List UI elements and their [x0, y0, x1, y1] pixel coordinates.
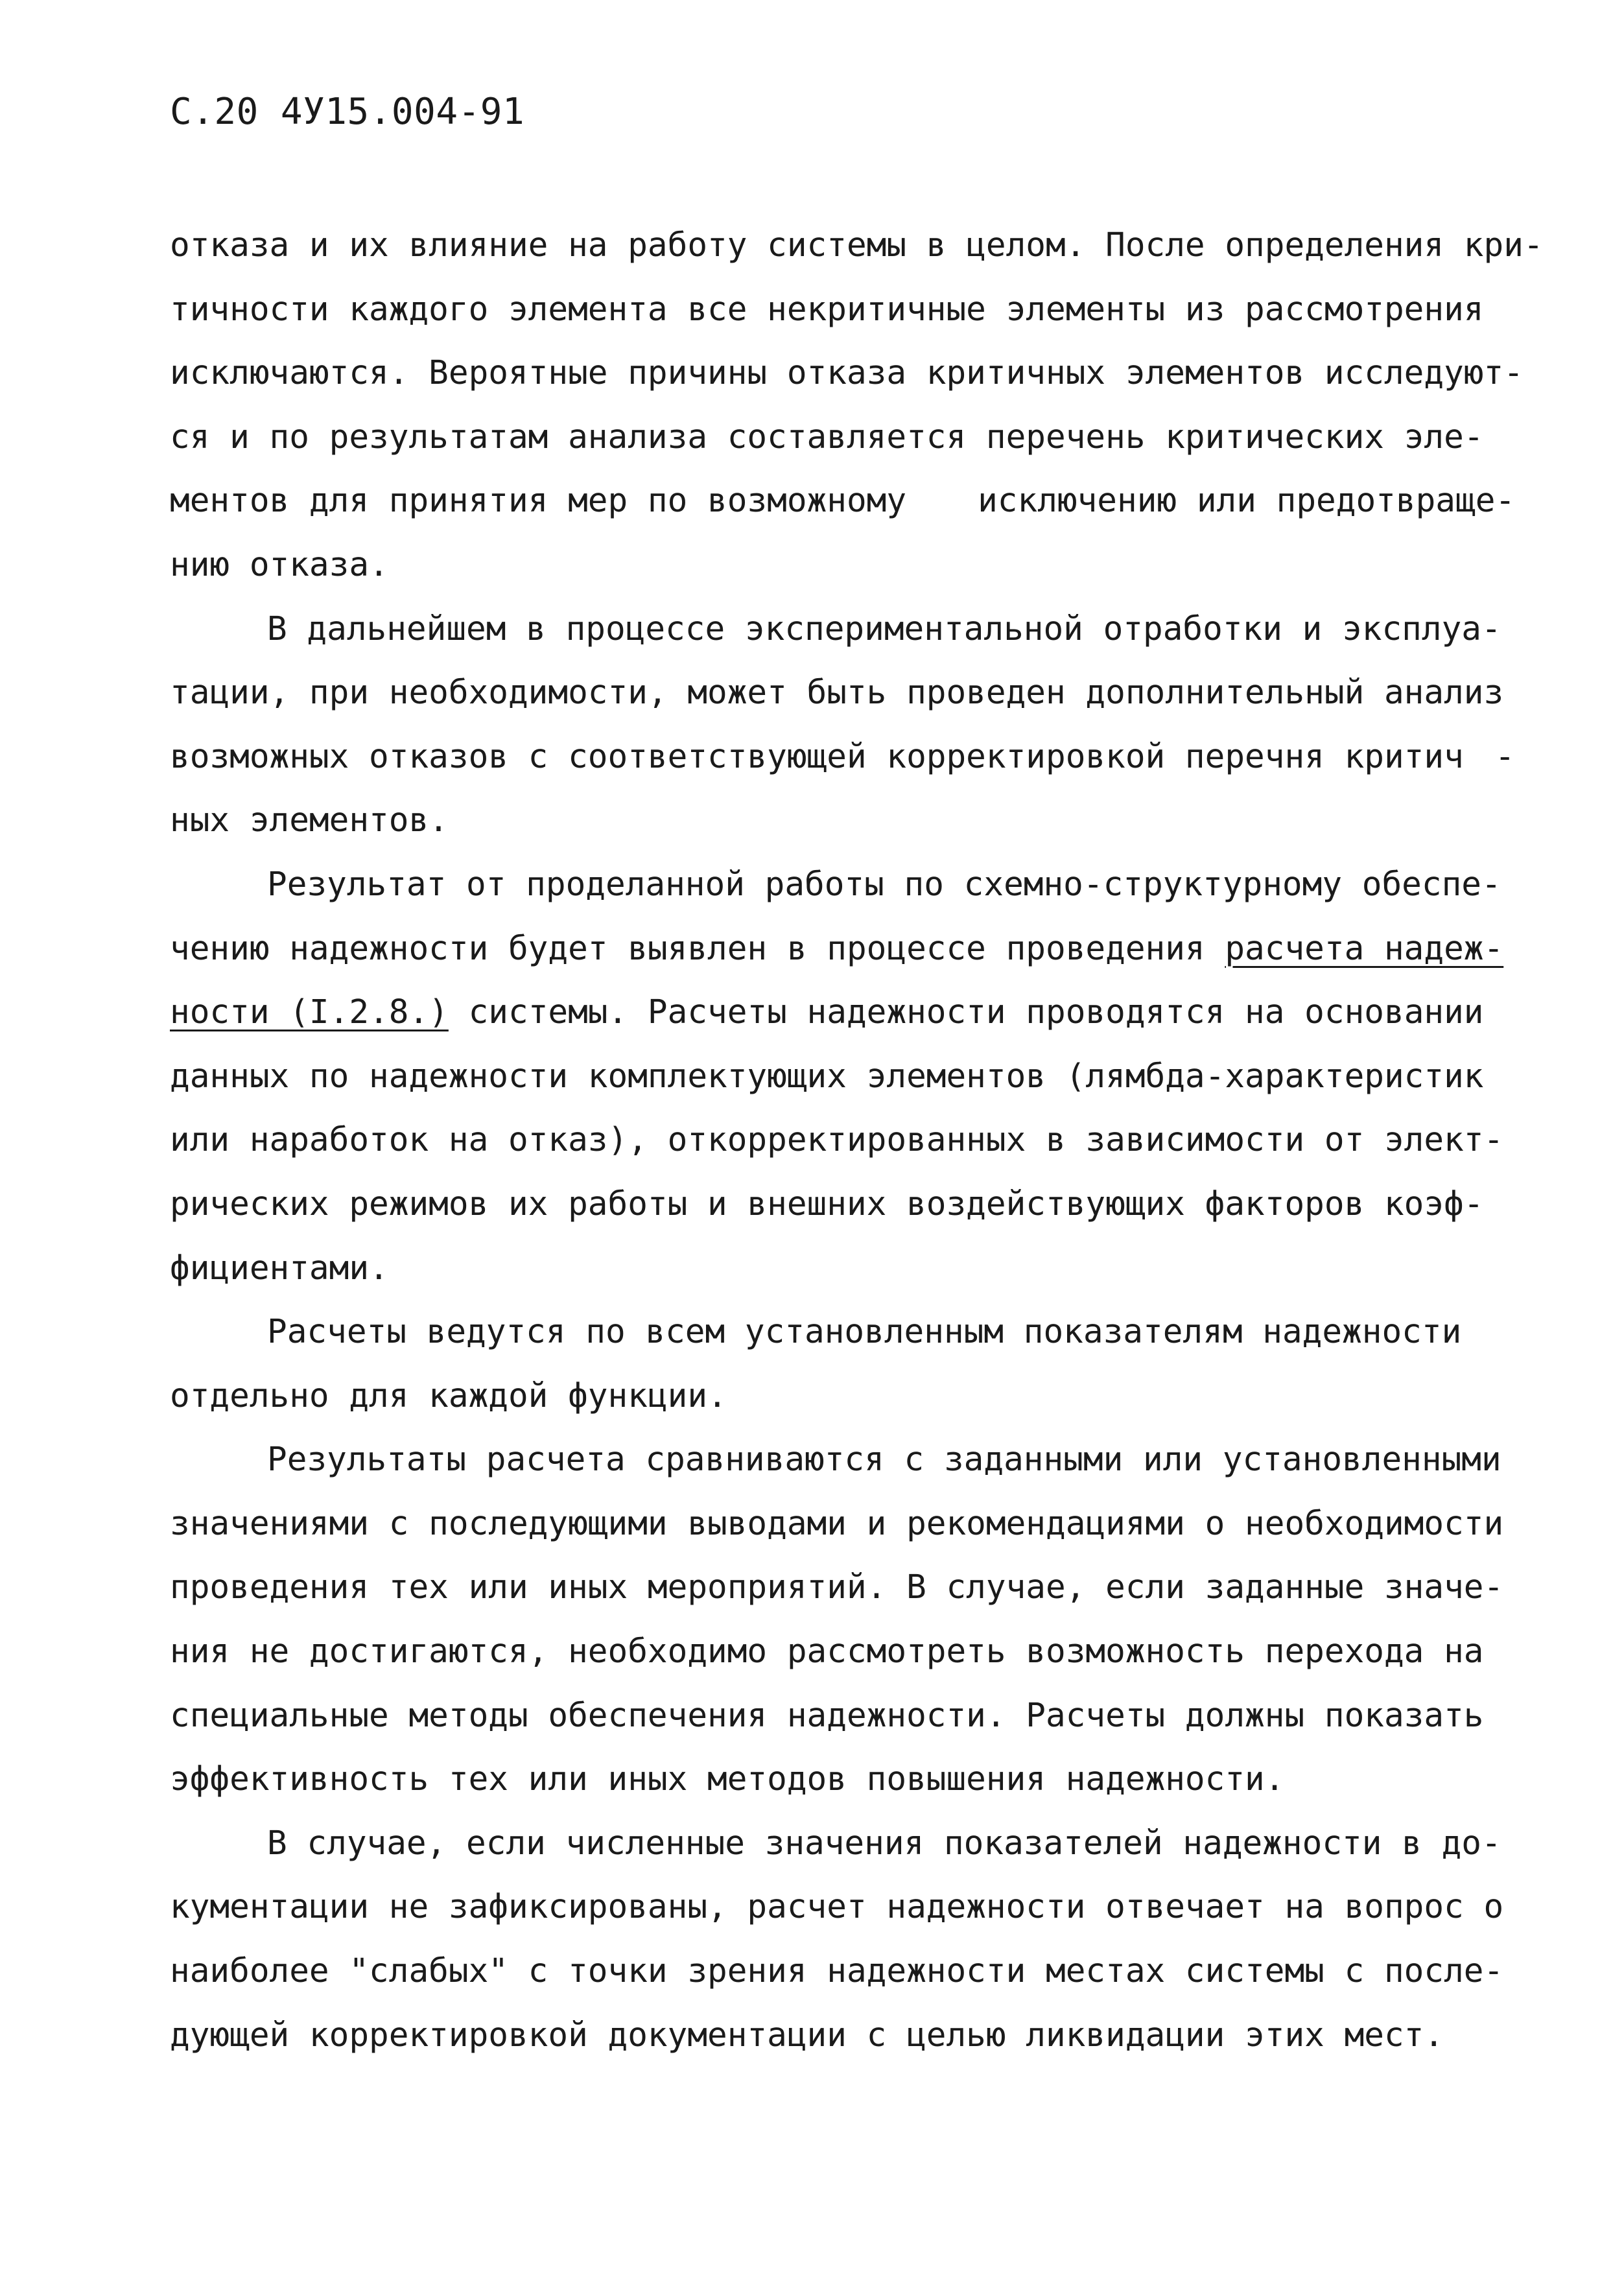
text-line: значениями с последующими выводами и рекомендациями о необходимости — [170, 1504, 1504, 1543]
text-line: тации, при необходимости, может быть проведен дополнительный анализ — [170, 674, 1504, 712]
text-line: В случае, если численные значения показателей надежности в до- — [267, 1824, 1501, 1863]
text-line: наиболее "слабых" с точки зрения надежности местах системы с после- — [170, 1952, 1504, 1991]
text-segment: чению надежности будет выявлен в процессе проведения — [170, 929, 1225, 968]
text-segment: ментов для принятия мер по возможному — [170, 482, 907, 521]
text-line: отдельно для каждой функции. — [170, 1376, 727, 1415]
page-header — [170, 91, 524, 133]
text-line: В дальнейшем в процессе экспериментальной отработки и эксплуа- — [267, 609, 1501, 648]
text-line: специальные методы обеспечения надежности. Расчеты должны показать — [170, 1696, 1484, 1735]
text-line: эффективность тех или иных методов повышения надежности. — [170, 1760, 1285, 1799]
text-line: фициентами. — [170, 1249, 389, 1288]
text-line: нию отказа. — [170, 545, 389, 584]
text-segment: возможных отказов с соответствующей корректировкой перечня критич — [170, 737, 1464, 776]
text-line — [170, 469, 1564, 534]
body-text — [170, 214, 1564, 2067]
text-segment: - — [1494, 737, 1515, 776]
underlined-reference: расчета надеж- — [1225, 929, 1504, 968]
underlined-reference: ности (I.2.8.) — [170, 993, 449, 1032]
text-line: кументации не зафиксированы, расчет надежности отвечает на вопрос о — [170, 1888, 1504, 1927]
text-line: ния не достигаются, необходимо рассмотреть возможность перехода на — [170, 1632, 1484, 1671]
text-line: Расчеты ведутся по всем установленным показателям надежности — [267, 1313, 1462, 1352]
text-line: проведения тех или иных мероприятий. В случае, если заданные значе- — [170, 1568, 1504, 1607]
text-line: ных элементов. — [170, 801, 449, 840]
text-line: или наработок на отказ), откорректированных в зависимости от элект- — [170, 1121, 1504, 1160]
text-line: тичности каждого элемента все некритичные элементы из рассмотрения — [170, 290, 1484, 329]
text-line: отказа и их влияние на работу системы в целом. После определения кри- — [170, 226, 1544, 265]
text-line: рических режимов их работы и внешних воздействующих факторов коэф- — [170, 1184, 1484, 1223]
text-line: исключаются. Вероятные причины отказа критичных элементов исследуют- — [170, 354, 1524, 393]
text-line — [170, 917, 1564, 982]
page-number: С.20 — [170, 91, 259, 133]
text-segment: исключению или предотвраще- — [978, 482, 1516, 521]
text-line: дующей корректировкой документации с целью ликвидации этих мест. — [170, 2016, 1444, 2054]
text-line: данных по надежности комплектующих элементов (лямбда-характеристик — [170, 1057, 1484, 1096]
text-line — [170, 725, 1564, 790]
document-code: 4У15.004-91 — [280, 91, 525, 133]
text-line: ся и по результатам анализа составляется перечень критических эле- — [170, 418, 1484, 456]
text-line — [170, 981, 1564, 1045]
text-line: Результат от проделанной работы по схемно-структурному обеспе- — [267, 865, 1501, 904]
text-segment: системы. Расчеты надежности проводятся на основании — [448, 993, 1484, 1032]
text-line: Результаты расчета сравниваются с заданными или установленными — [267, 1441, 1501, 1479]
